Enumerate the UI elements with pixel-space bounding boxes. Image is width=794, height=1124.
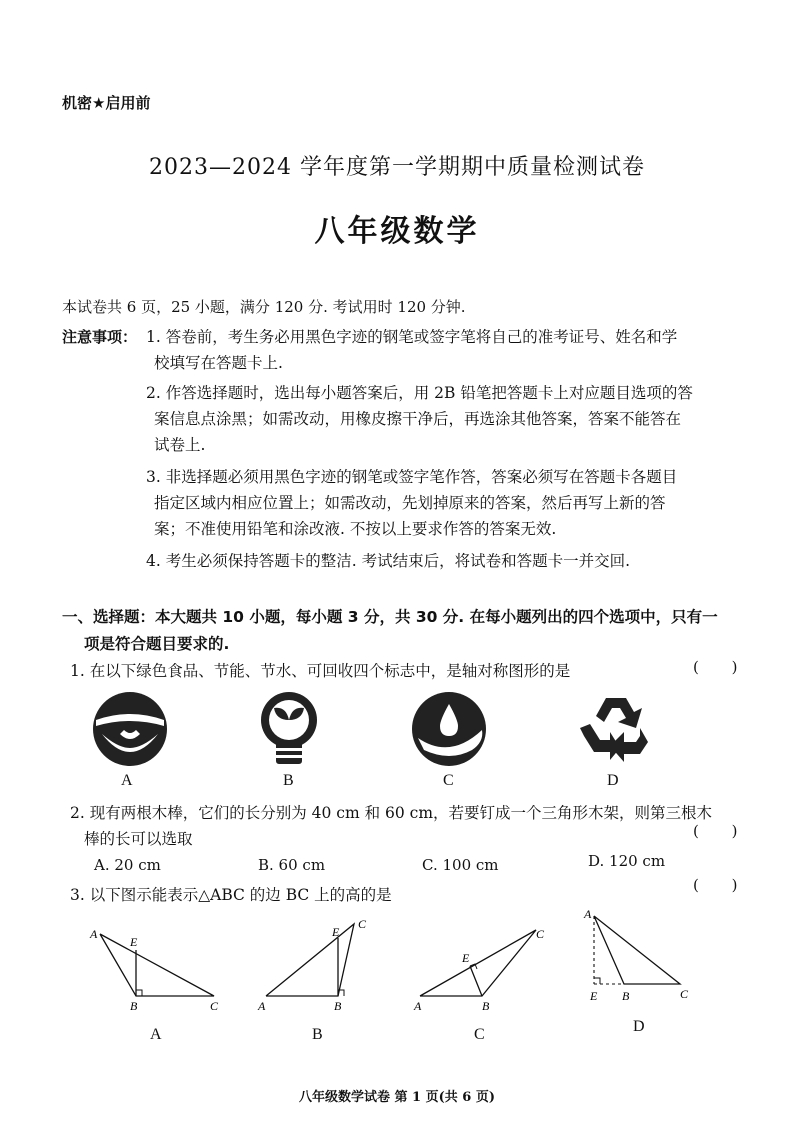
q1-option-c-label: C [443,772,454,789]
water-saving-logo-icon [410,690,488,768]
svg-text:C: C [680,987,689,1001]
answer-paren-3: ( ) [693,876,752,894]
question-3-text: 3. 以下图示能表示△ABC 的边 BC 上的高的是 [70,886,392,904]
q3-option-c-label: C [474,1026,485,1043]
q3-figure-d [580,906,700,1010]
question-1-text: 1. 在以下绿色食品、节能、节水、可回收四个标志中，是轴对称图形的是 [70,662,571,680]
svg-text:E: E [332,925,340,939]
q1-option-d-label: D [607,772,619,789]
svg-text:B: B [622,989,630,1003]
svg-text:C: C [210,999,219,1013]
svg-text:E: E [590,989,598,1003]
q1-option-b-label: B [283,772,294,789]
svg-text:A: A [584,907,592,921]
svg-text:B: B [130,999,138,1013]
notice-item-2: 2. 作答选择题时，选出每小题答案后，用 2B 铅笔把答题卡上对应题目选项的答 案信息点涂黑；如需改动，用橡皮擦干净后，再选涂其他答案，答案不能答在 试卷上. [146,384,693,454]
answer-paren-2: ( ) [693,822,752,840]
svg-text:A: A [258,999,266,1013]
svg-text:C: C [358,917,367,931]
recycle-logo-icon [576,688,656,768]
svg-text:E: E [462,951,470,965]
q3-option-b-label: B [312,1026,323,1043]
page-footer: 八年级数学试卷 第 1 页(共 6 页) [298,1090,496,1105]
svg-text:B: B [482,999,490,1013]
notice-item-1: 1. 答卷前，考生务必用黑色字迹的钢笔或签字笔将自己的准考证号、姓名和学 校填写在答题卡上. [146,328,678,372]
svg-text:E: E [130,935,138,949]
notice-item-3: 3. 非选择题必须用黑色字迹的钢笔或签字笔作答，答案必须写在答题卡各题目 指定区域内相应位置上；如需改动，先划掉原来的答案，然后再写上新的答 案；不准使用铅笔和涂改液. 不按以上要求作答的答案无效. [146,468,678,538]
q2-option-a: A. 20 cm [94,856,161,874]
green-food-logo-icon [90,690,170,768]
subject-title: 八年级数学 [314,214,480,249]
answer-paren-1: ( ) [693,658,752,676]
svg-text:A: A [90,927,98,941]
exam-info: 本试卷共 6 页，25 小题，满分 120 分. 考试用时 120 分钟. [62,298,466,316]
q3-figure-a [86,920,236,1016]
q3-figure-c [410,920,558,1016]
energy-saving-logo-icon [254,690,324,770]
section-heading: 一、选择题：本大题共 10 小题，每小题 3 分，共 30 分. 在每小题列出的四个选项中，只有一 项是符合题目要求的. [62,608,718,653]
svg-text:B: B [334,999,342,1013]
notice-item-4: 4. 考生必须保持答题卡的整洁. 考试结束后，将试卷和答题卡一并交回. [146,552,630,570]
question-2-text: 2. 现有两根木棒，它们的长分别为 40 cm 和 60 cm，若要钉成一个三角形木架，则第三根木 棒的长可以选取 [70,804,713,848]
q2-option-d: D. 120 cm [588,852,666,870]
confidential-mark: 机密★启用前 [62,94,151,112]
q1-option-a-label: A [121,772,133,789]
q3-option-a-label: A [150,1026,162,1043]
q3-option-d-label: D [633,1018,645,1035]
exam-title: 2023—2024 学年度第一学期期中质量检测试卷 [149,155,645,180]
q3-figure-b [254,912,384,1016]
q2-option-b: B. 60 cm [258,856,326,874]
svg-text:C: C [536,927,545,941]
notice-label: 注意事项： [62,328,138,346]
q2-option-c: C. 100 cm [422,856,499,874]
svg-text:A: A [414,999,422,1013]
